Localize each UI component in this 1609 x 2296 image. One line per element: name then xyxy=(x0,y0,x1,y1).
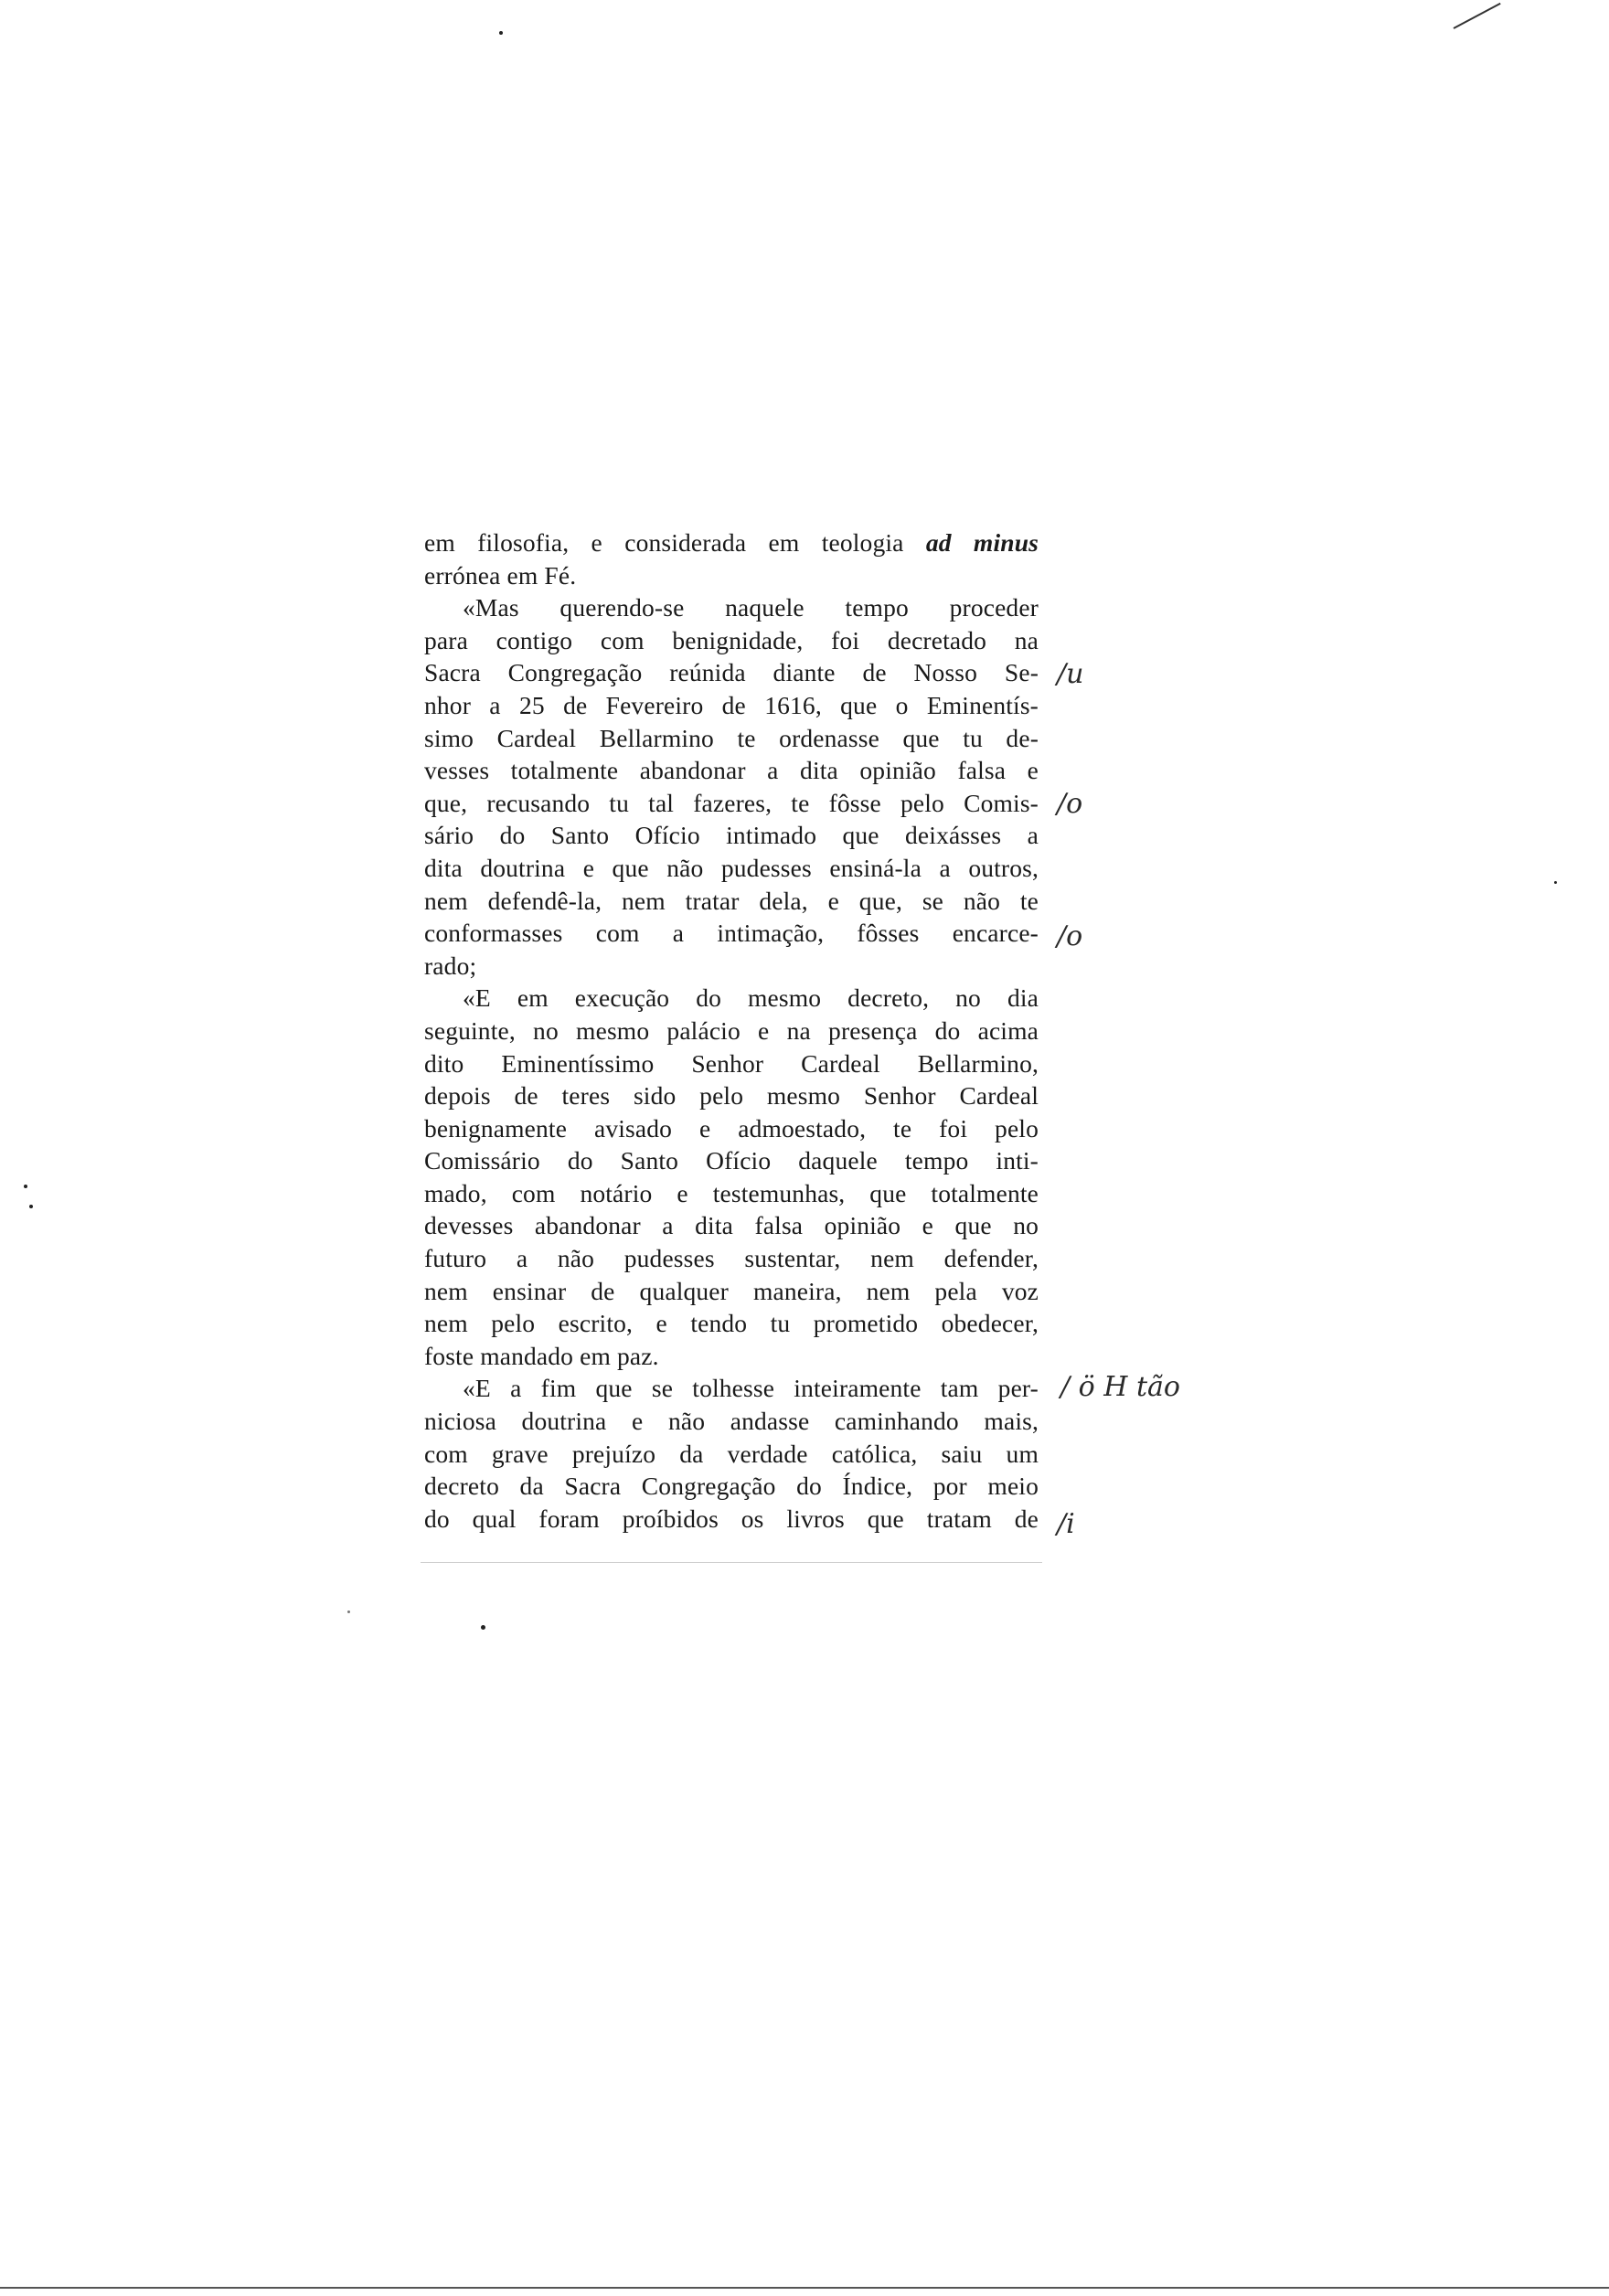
margin-annotation: /i xyxy=(1057,1508,1075,1540)
text-line: do qual foram proíbidos os livros que tratam de xyxy=(424,1504,1039,1533)
text-line: errónea em Fé. xyxy=(424,560,577,590)
text-line: «Mas querendo-se naquele tempo proceder xyxy=(463,593,1039,622)
text-line: decreto da Sacra Congregação do Índice, por meio xyxy=(424,1472,1039,1501)
text-line: em filosofia, e considerada em teologia ad minus xyxy=(424,528,1039,557)
text-line: nem ensinar de qualquer maneira, nem pela voz xyxy=(424,1276,1039,1305)
text-line: futuro a não pudesses sustentar, nem defender, xyxy=(424,1244,1039,1273)
margin-annotation: /u xyxy=(1057,658,1084,690)
text-line: depois de teres sido pelo mesmo Senhor Cardeal xyxy=(424,1081,1039,1111)
scan-speck xyxy=(24,1185,27,1188)
text-line: foste mandado em paz. xyxy=(424,1341,659,1370)
scan-speck xyxy=(1554,881,1557,884)
text-line: niciosa doutrina e não andasse caminhando mais, xyxy=(424,1407,1039,1436)
text-line: rado; xyxy=(424,951,477,980)
text-line: que, recusando tu tal fazeres, te fôsse pelo Comis- xyxy=(424,788,1039,817)
text-line: mado, com notário e testemunhas, que totalmente xyxy=(424,1178,1039,1207)
scan-speck xyxy=(29,1205,33,1208)
margin-annotation: / ö H tão xyxy=(1060,1371,1180,1403)
text-line: seguinte, no mesmo palácio e na presença do acima xyxy=(424,1015,1039,1045)
text-line: devesses abandonar a dita falsa opinião e que no xyxy=(424,1211,1039,1240)
text-line: Comissário do Santo Ofício daquele tempo inti- xyxy=(424,1146,1039,1175)
pen-stroke-mark xyxy=(1454,3,1501,29)
text-line: conformasses com a intimação, fôsses encarce- xyxy=(424,919,1039,948)
text-line: benignamente avisado e admoestado, te foi pelo xyxy=(424,1113,1039,1143)
text-line: Sacra Congregação reúnida diante de Nosso Se- xyxy=(424,658,1039,687)
margin-annotation: /o xyxy=(1057,920,1083,952)
text-line: «E a fim que se tolhesse inteiramente tam per- xyxy=(463,1374,1039,1403)
italic-latin-phrase: ad minus xyxy=(925,528,1039,557)
text-line: «E em execução do mesmo decreto, no dia xyxy=(463,983,1039,1013)
text-line: dito Eminentíssimo Senhor Cardeal Bellarmino, xyxy=(424,1048,1039,1078)
scan-speck xyxy=(481,1625,485,1630)
margin-annotation: /o xyxy=(1057,788,1083,820)
scan-bottom-edge xyxy=(0,2287,1609,2289)
scan-speck xyxy=(347,1610,350,1613)
text-line: nhor a 25 de Fevereiro de 1616, que o Eminentís- xyxy=(424,690,1039,719)
text-line: dita doutrina e que não pudesses ensiná-la a outros, xyxy=(424,853,1039,882)
text-line: simo Cardeal Bellarmino te ordenasse que tu de- xyxy=(424,723,1039,752)
text-line: vesses totalmente abandonar a dita opinião falsa e xyxy=(424,756,1039,785)
scan-faint-rule xyxy=(421,1562,1042,1563)
body-text xyxy=(424,526,1039,1535)
text-line: nem pelo escrito, e tendo tu prometido obedecer, xyxy=(424,1309,1039,1338)
text-line: nem defendê-la, nem tratar dela, e que, se não te xyxy=(424,886,1039,915)
text-line: com grave prejuízo da verdade católica, saiu um xyxy=(424,1439,1039,1468)
text-line: sário do Santo Ofício intimado que deixásses a xyxy=(424,821,1039,850)
scan-speck xyxy=(499,31,503,35)
text-line: para contigo com benignidade, foi decretado na xyxy=(424,625,1039,654)
